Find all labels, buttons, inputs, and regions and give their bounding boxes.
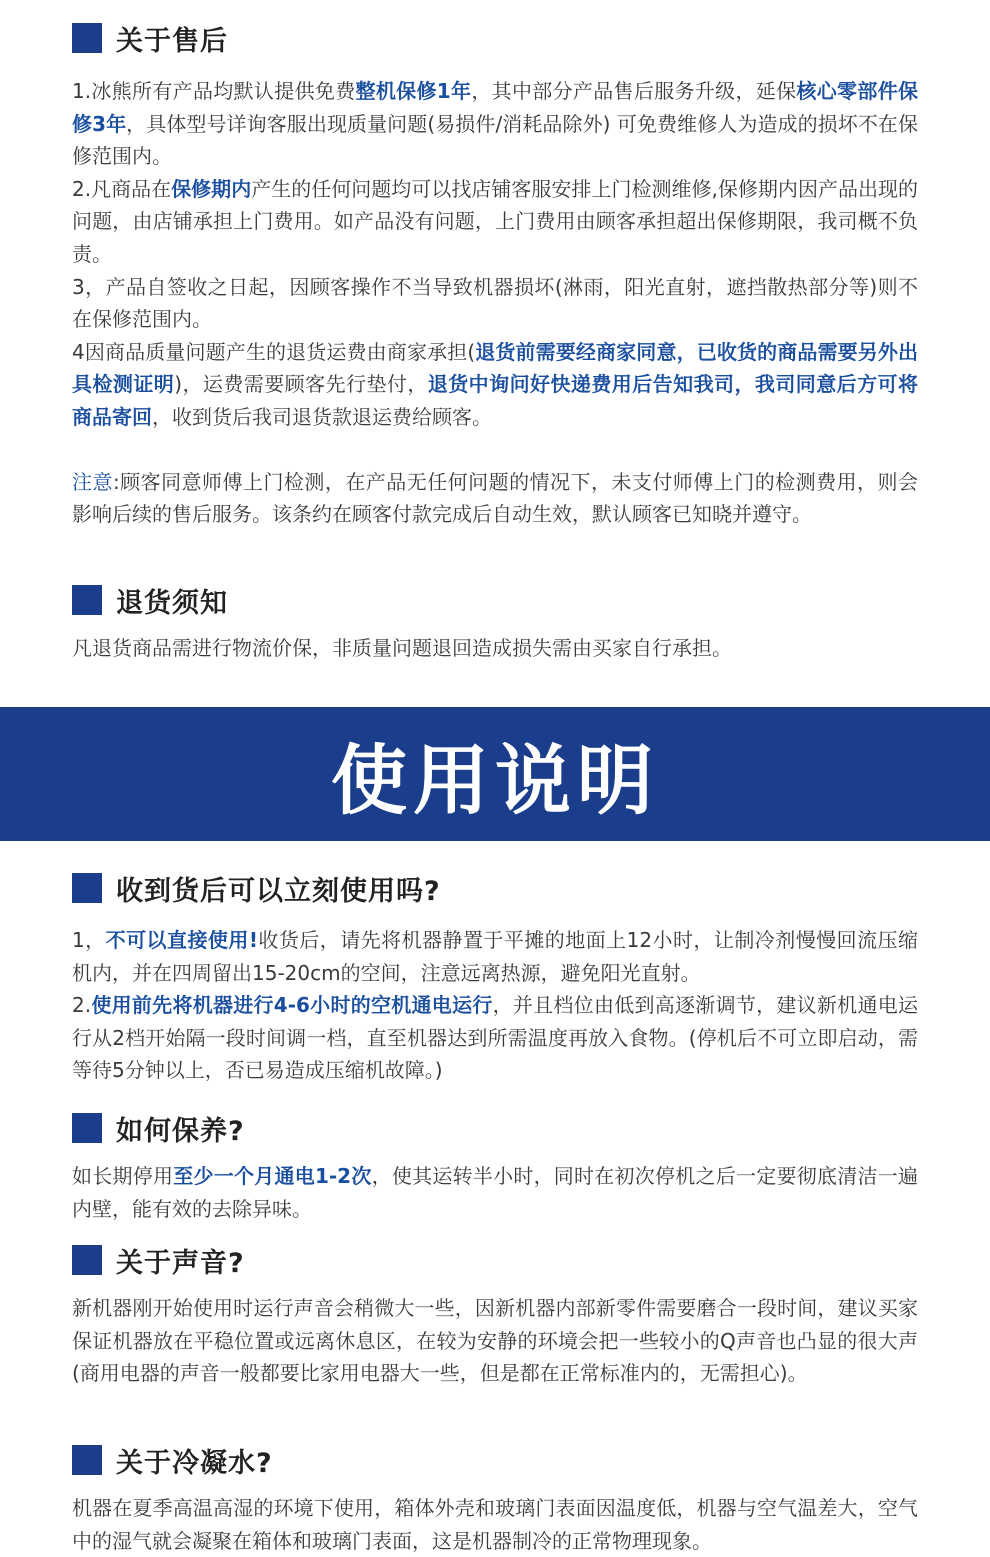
text-run: 2. xyxy=(72,993,92,1018)
heading-square-icon xyxy=(72,23,102,53)
text-run: 4因商品质量问题产生的退货运费由商家承担( xyxy=(72,339,476,364)
heading-square-icon xyxy=(72,1113,102,1143)
text-run: ，具体型号详询客服出现质量问题(易损件/消耗品除外) 可免费维修人为造成的损坏不在保修范围内。 xyxy=(72,111,918,169)
after-sales-item-1 xyxy=(72,75,918,173)
heading-square-icon xyxy=(72,585,102,615)
return-notice-title: 退货须知 xyxy=(116,587,228,619)
condensation-heading xyxy=(72,1440,918,1480)
return-notice-section xyxy=(72,580,918,665)
noise-title: 关于声音? xyxy=(116,1247,245,1279)
text-run: ，其中部分产品售后服务升级，延保 xyxy=(471,79,797,103)
use-immediately-section xyxy=(72,868,918,1087)
note-label: 注意 xyxy=(72,469,113,494)
text-run: 2.凡商品在 xyxy=(72,176,172,201)
spacer xyxy=(72,434,918,466)
highlight-text: 至少一个月通电1-2次 xyxy=(173,1164,372,1188)
text-run: )，运费需要顾客先行垫付， xyxy=(174,372,428,397)
highlight-text: 不可以直接使用! xyxy=(105,928,258,952)
noise-heading xyxy=(72,1240,918,1280)
use-immediately-item-2 xyxy=(72,989,918,1087)
text-run: 产生的任何问题均可以找店铺客服安排上门检测维修,保修期内因产品出现的问题，由店铺承担上门费用。如产品没有问题，上门费用由顾客承担超出保修期限，我司概不负责。 xyxy=(72,176,919,266)
return-notice-heading xyxy=(72,580,918,620)
highlight-text: 核心零部件保修3年 xyxy=(72,79,919,136)
noise-text: 新机器刚开始使用时运行声音会稍微大一些，因新机器内部新零件需要磨合一段时间，建议买家保证机器放在平稳位置或远离休息区，在较为安静的环境会把一些较小的Q声音也凸显的很大声(商用电器的声音一般都要比家用电器大一些，但是都在正常标准内的，无需担心)。 xyxy=(72,1296,918,1386)
text-run: 1.冰熊所有产品均默认提供免费 xyxy=(72,79,356,103)
maintenance-text xyxy=(72,1160,918,1225)
noise-section xyxy=(72,1240,918,1390)
condensation-text: 机器在夏季高温高湿的环境下使用，箱体外壳和玻璃门表面因温度低，机器与空气温差大，空气中的湿气就会凝聚在箱体和玻璃门表面，这是机器制冷的正常物理现象。 xyxy=(72,1496,918,1553)
note-text: :顾客同意师傅上门检测，在产品无任何问题的情况下，未支付师傅上门的检测费用，则会影响后续的售后服务。该条约在顾客付款完成后自动生效，默认顾客已知晓并遵守。 xyxy=(72,469,919,527)
maintenance-title: 如何保养? xyxy=(116,1115,245,1147)
highlight-text: 使用前先将机器进行4-6小时的空机通电运行 xyxy=(91,993,493,1018)
maintenance-section xyxy=(72,1108,918,1225)
maintenance-heading xyxy=(72,1108,918,1148)
text-run: ，使其运转半小时，同时在初次停机之后一定要彻底清洁一遍内壁，能有效的去除异味。 xyxy=(72,1164,919,1221)
condensation-section xyxy=(72,1440,918,1557)
highlight-text: 退货中询问好快递费用后告知我司，我司同意后方可将商品寄回 xyxy=(72,372,918,429)
heading-square-icon xyxy=(72,873,102,903)
usage-instructions-banner xyxy=(0,707,990,841)
after-sales-title: 关于售后 xyxy=(116,25,228,57)
after-sales-section xyxy=(72,18,918,531)
after-sales-note xyxy=(72,466,918,531)
use-immediately-item-1 xyxy=(72,924,918,989)
text-run: 收货后，请先将机器静置于平摊的地面上12小时，让制冷剂慢慢回流压缩机内，并在四周留出15-20cm的空间，注意远离热源，避免阳光直射。 xyxy=(72,928,918,985)
highlight-text: 退货前需要经商家同意，已收货的商品需要另外出具检测证明 xyxy=(72,339,919,397)
use-immediately-title: 收到货后可以立刻使用吗? xyxy=(116,875,441,907)
text-run: ，收到货后我司退货款退运费给顾客。 xyxy=(152,404,492,429)
use-immediately-heading xyxy=(72,868,918,908)
after-sales-item-2 xyxy=(72,173,918,271)
text-run: 1， xyxy=(72,928,106,952)
highlight-text: 保修期内 xyxy=(171,176,252,201)
return-notice-text: 凡退货商品需进行物流价保，非质量问题退回造成损失需由买家自行承担。 xyxy=(72,636,732,660)
after-sales-heading xyxy=(72,18,918,58)
after-sales-item-3: 3，产品自签收之日起，因顾客操作不当导致机器损坏(淋雨，阳光直射，遮挡散热部分等)则不在保修范围内。 xyxy=(72,274,918,332)
after-sales-item-4 xyxy=(72,336,918,434)
heading-square-icon xyxy=(72,1445,102,1475)
text-run: ，并且档位由低到高逐渐调节，建议新机通电运行从2档开始隔一段时间调一档，直至机器达到所需温度再放入食物。(停机后不可立即启动，需等待5分钟以上，否已易造成压缩机故障。) xyxy=(72,993,918,1083)
highlight-text: 整机保修1年 xyxy=(355,79,472,103)
banner-title: 使用说明 xyxy=(331,735,659,825)
text-run: 如长期停用 xyxy=(72,1164,174,1188)
heading-square-icon xyxy=(72,1245,102,1275)
condensation-title: 关于冷凝水? xyxy=(116,1447,273,1479)
